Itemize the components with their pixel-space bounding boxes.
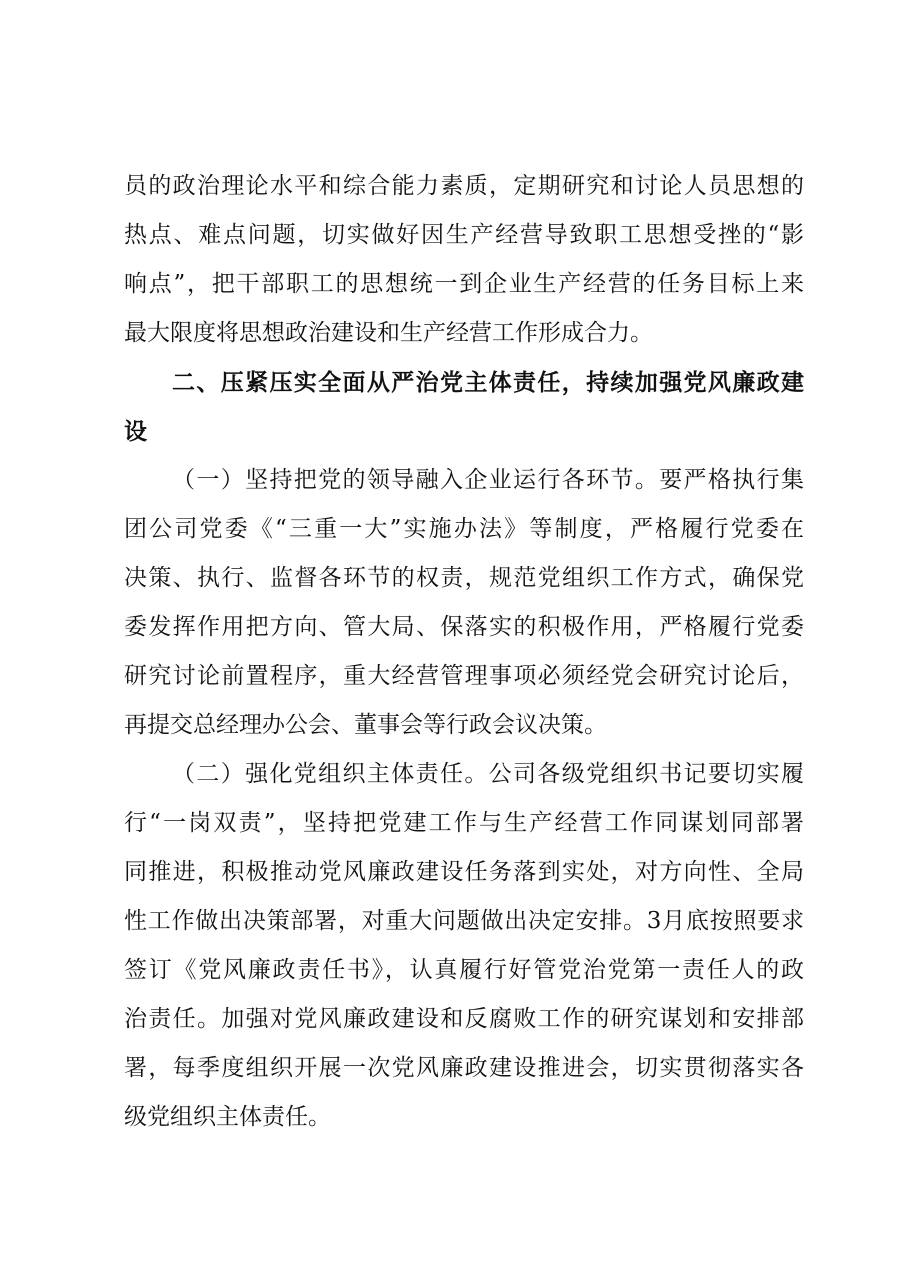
text-line: 级党组织主体责任。 [124,1104,331,1130]
text-line: 热点、难点问题，切实做好因生产经营导致职工思想受挫的“影 [124,222,804,248]
paragraph-2 [124,750,804,1142]
paragraph-continuation [124,162,804,358]
text-line: 响点”，把干部职工的思想统一到企业生产经营的任务目标上来 [124,271,804,297]
text-line: 最大限度将思想政治建设和生产经营工作形成合力。 [124,320,653,346]
text-line: 同推进，积极推动党风廉政建设任务落到实处，对方向性、全局 [124,859,804,885]
paragraph-1 [124,456,804,750]
text-line: 员的政治理论水平和综合能力素质，定期研究和讨论人员思想的 [124,173,804,199]
text-line: 团公司党委《“三重一大”实施办法》等制度，严格履行党委在 [124,516,804,542]
heading-line: 二、压紧压实全面从严治党主体责任，持续加强党风廉政建 [172,369,804,396]
text-line: 性工作做出决策部署，对重大问题做出决定安排。3月底按照要求 [124,908,804,934]
text-line: 签订《党风廉政责任书》，认真履行好管党治党第一责任人的政 [124,957,804,983]
text-line: 再提交总经理办公会、董事会等行政会议决策。 [124,712,607,738]
text-line: 行“一岗双责”，坚持把党建工作与生产经营工作同谋划同部署 [124,810,804,836]
text-line: （二）强化党组织主体责任。公司各级党组织书记要切实履 [172,761,804,787]
text-line: 治责任。加强对党风廉政建设和反腐败工作的研究谋划和安排部 [124,1006,804,1032]
document-body [124,162,804,1142]
section-heading [124,358,804,456]
text-line: 研究讨论前置程序，重大经营管理事项必须经党会研究讨论后， [124,663,804,689]
heading-line: 设 [124,418,147,445]
text-line: 委发挥作用把方向、管大局、保落实的积极作用，严格履行党委 [124,614,804,640]
text-line: 决策、执行、监督各环节的权责，规范党组织工作方式，确保党 [124,565,804,591]
text-line: 署，每季度组织开展一次党风廉政建设推进会，切实贯彻落实各 [124,1055,804,1081]
text-line: （一）坚持把党的领导融入企业运行各环节。要严格执行集 [172,467,804,493]
